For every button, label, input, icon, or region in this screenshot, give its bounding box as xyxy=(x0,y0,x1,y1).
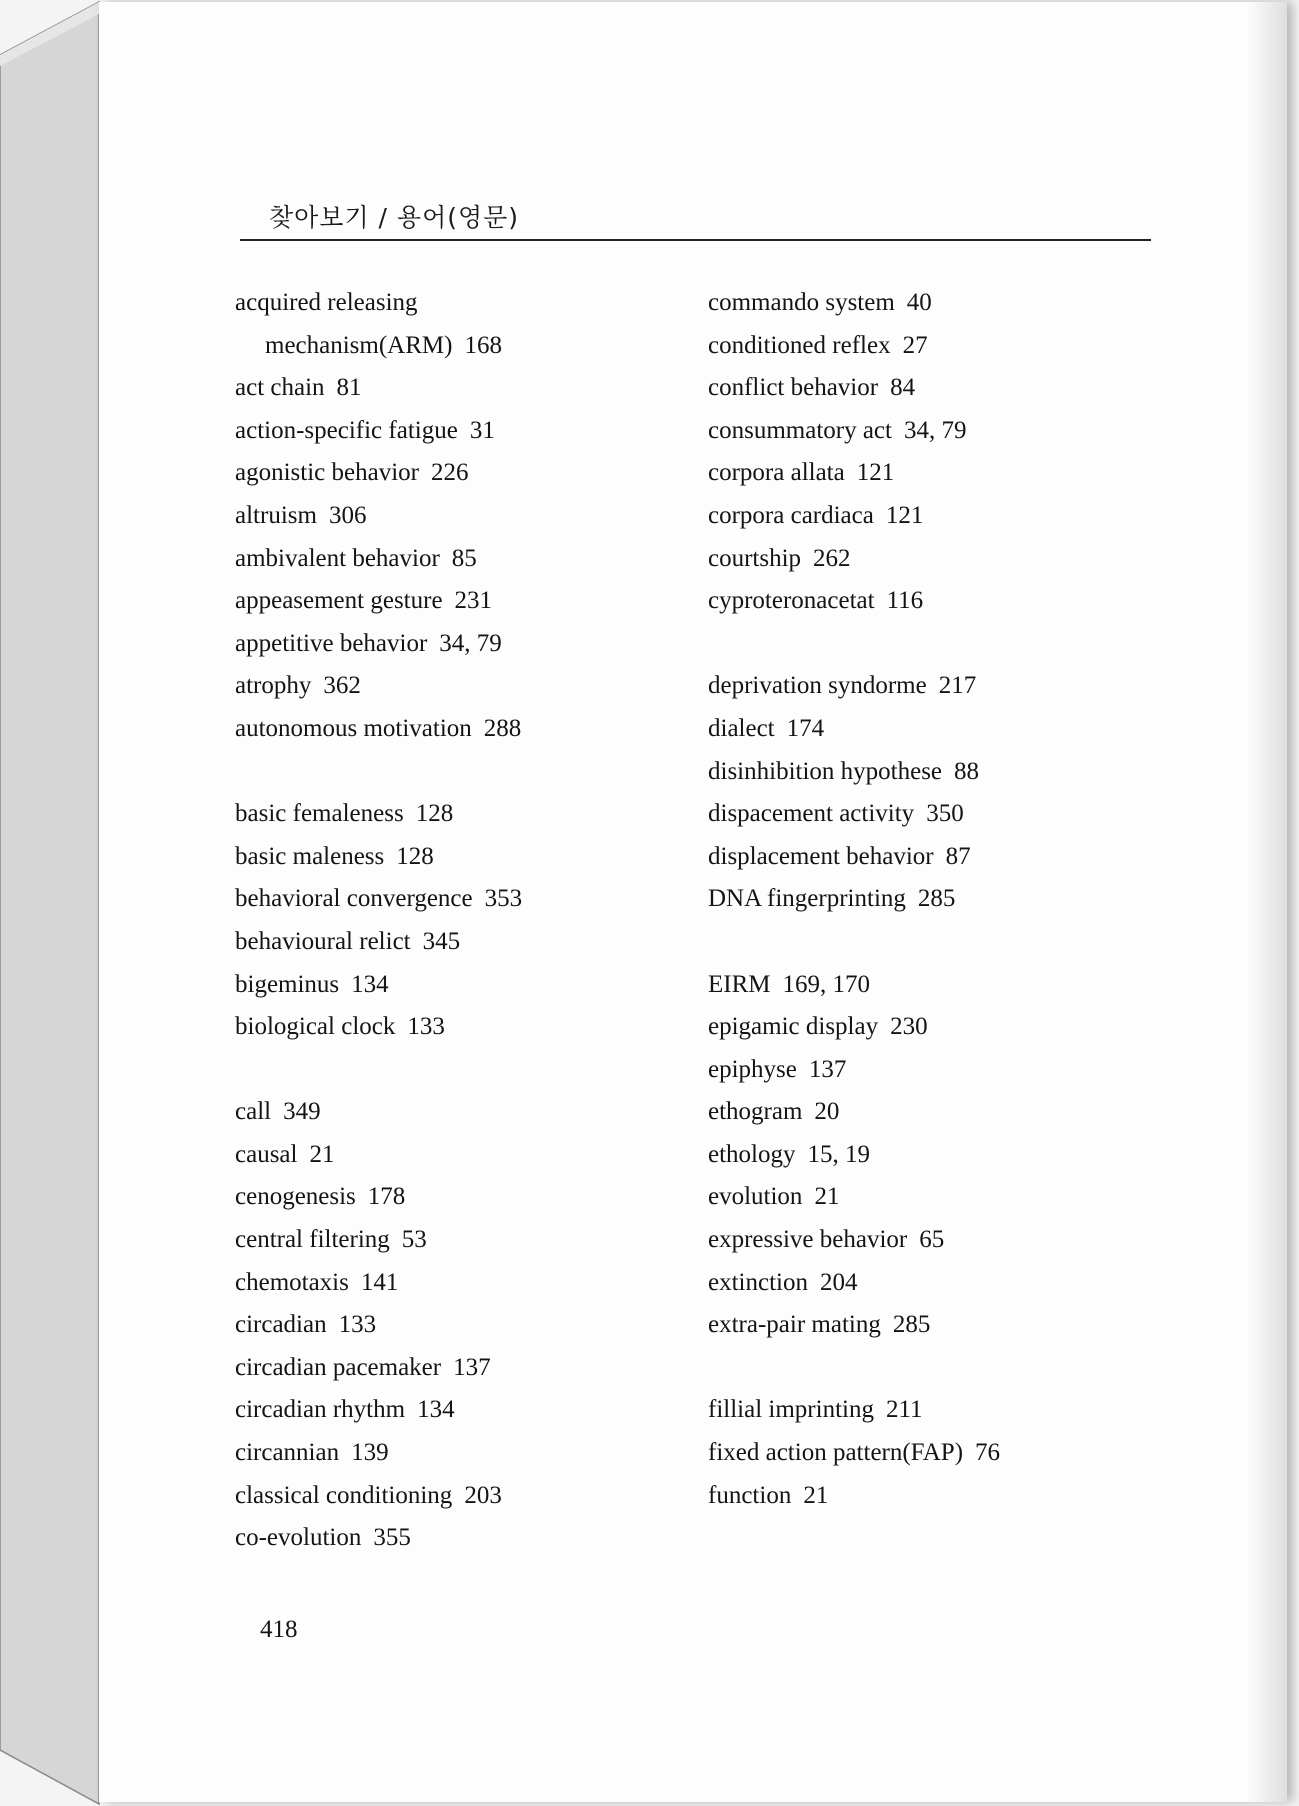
index-entry xyxy=(708,751,1178,794)
index-page-ref: 137 xyxy=(453,1353,491,1381)
index-page-ref: 230 xyxy=(890,1013,928,1041)
index-entry xyxy=(708,282,1178,325)
index-entry xyxy=(235,282,705,325)
index-page-ref: 306 xyxy=(328,501,367,529)
index-page-ref: 141 xyxy=(360,1268,399,1296)
index-page-ref: 27 xyxy=(902,331,928,359)
index-term: classical conditioning xyxy=(235,1481,453,1509)
index-term: fillial imprinting xyxy=(708,1396,874,1424)
index-term: dispacement activity xyxy=(708,800,915,828)
index-entry xyxy=(235,1262,705,1305)
index-page-ref: 20 xyxy=(814,1098,840,1126)
book-page xyxy=(99,2,1287,1802)
index-entry xyxy=(235,964,705,1007)
index-term: co-evolution xyxy=(235,1524,362,1552)
index-term: atrophy xyxy=(235,672,312,700)
index-term: act chain xyxy=(235,374,325,402)
index-entry xyxy=(235,325,705,368)
index-term: cenogenesis xyxy=(235,1183,356,1211)
index-page-ref: 53 xyxy=(401,1226,427,1254)
index-term: deprivation syndorme xyxy=(708,672,927,700)
index-term: call xyxy=(235,1098,272,1126)
section-gap xyxy=(708,921,1178,964)
index-entry xyxy=(708,878,1178,921)
index-entry xyxy=(235,367,705,410)
index-page-ref: 168 xyxy=(464,331,502,359)
index-entry xyxy=(235,1006,705,1049)
index-term: behavioural relict xyxy=(235,927,411,955)
index-page-ref: 84 xyxy=(890,374,916,402)
index-page-ref: 262 xyxy=(813,544,851,572)
index-page-ref: 204 xyxy=(819,1268,858,1296)
index-entry xyxy=(708,538,1178,581)
index-term: consummatory act xyxy=(708,416,892,444)
index-page-ref: 285 xyxy=(892,1311,931,1339)
index-term: acquired releasing xyxy=(235,289,418,316)
index-entry xyxy=(708,1176,1178,1219)
index-term: extinction xyxy=(708,1268,808,1296)
index-page-ref: 31 xyxy=(469,416,495,444)
index-term: DNA fingerprinting xyxy=(708,885,906,913)
index-page-ref: 121 xyxy=(856,459,895,487)
index-page-ref: 40 xyxy=(906,289,932,316)
index-term: appeasement gesture xyxy=(235,587,443,615)
index-entry xyxy=(708,452,1178,495)
index-entry xyxy=(235,1219,705,1262)
index-term: autonomous motivation xyxy=(235,714,472,742)
index-page-ref: 288 xyxy=(483,714,522,742)
index-page-ref: 128 xyxy=(396,842,434,870)
index-entry xyxy=(708,665,1178,708)
index-entry xyxy=(708,1091,1178,1134)
index-term: behavioral convergence xyxy=(235,885,473,913)
index-term: conflict behavior xyxy=(708,374,879,402)
index-entry xyxy=(235,878,705,921)
index-entry xyxy=(235,1432,705,1475)
index-page-ref: 285 xyxy=(917,885,956,913)
index-page-ref: 133 xyxy=(338,1311,377,1339)
index-term: commando system xyxy=(708,289,895,316)
index-page-ref: 217 xyxy=(938,672,977,700)
index-term: agonistic behavior xyxy=(235,459,419,487)
index-entry xyxy=(708,1389,1178,1432)
index-entry xyxy=(235,1176,705,1219)
index-entry xyxy=(235,452,705,495)
index-entry xyxy=(708,1219,1178,1262)
index-term: basic femaleness xyxy=(235,800,404,828)
index-term: extra-pair mating xyxy=(708,1311,881,1339)
index-term: displacement behavior xyxy=(708,842,934,870)
page-edge-shadow xyxy=(1247,2,1287,1802)
index-term: appetitive behavior xyxy=(235,629,428,657)
index-entry xyxy=(235,1347,705,1390)
index-page-ref: 169, 170 xyxy=(782,970,870,998)
index-page-ref: 134 xyxy=(417,1396,455,1424)
header-rule xyxy=(240,239,1151,241)
index-entry xyxy=(708,410,1178,453)
index-page-ref: 350 xyxy=(926,800,964,828)
index-entry xyxy=(708,1475,1178,1518)
index-page-ref: 34, 79 xyxy=(439,629,502,657)
index-term: corpora allata xyxy=(708,459,845,487)
index-page-ref: 21 xyxy=(309,1140,335,1168)
index-page-ref: 362 xyxy=(323,672,361,700)
index-entry xyxy=(235,1091,705,1134)
page-number: 418 xyxy=(260,1616,298,1643)
index-entry xyxy=(708,1006,1178,1049)
index-entry xyxy=(708,580,1178,623)
index-entry xyxy=(235,410,705,453)
index-entry xyxy=(235,1134,705,1177)
index-page-ref: 128 xyxy=(415,800,454,828)
index-entry xyxy=(235,921,705,964)
index-term: corpora cardiaca xyxy=(708,501,874,529)
index-page-ref: 15, 19 xyxy=(807,1140,870,1168)
index-term: expressive behavior xyxy=(708,1226,908,1254)
index-term: basic maleness xyxy=(235,842,385,870)
index-term: evolution xyxy=(708,1183,803,1211)
index-entry xyxy=(235,1475,705,1518)
index-entry xyxy=(708,1262,1178,1305)
index-term: chemotaxis xyxy=(235,1268,349,1296)
index-entry xyxy=(708,1049,1178,1092)
index-entry xyxy=(708,836,1178,879)
index-term: conditioned reflex xyxy=(708,331,891,359)
index-page-ref: 133 xyxy=(407,1013,445,1041)
index-entry xyxy=(708,367,1178,410)
index-entry xyxy=(235,665,705,708)
index-page-ref: 21 xyxy=(814,1183,840,1211)
index-entry xyxy=(708,793,1178,836)
index-entry xyxy=(235,538,705,581)
index-term: circadian rhythm xyxy=(235,1396,406,1424)
index-page-ref: 34, 79 xyxy=(903,416,967,444)
index-page-ref: 226 xyxy=(430,459,469,487)
index-entry xyxy=(235,623,705,666)
index-page-ref: 203 xyxy=(464,1481,502,1509)
index-term: function xyxy=(708,1481,792,1509)
index-page-ref: 65 xyxy=(919,1226,945,1254)
index-page-ref: 116 xyxy=(886,587,924,615)
index-term: central filtering xyxy=(235,1226,390,1254)
index-page-ref: 76 xyxy=(975,1439,1001,1467)
index-page-ref: 345 xyxy=(422,927,461,955)
index-term: epigamic display xyxy=(708,1013,879,1041)
index-page-ref: 178 xyxy=(367,1183,406,1211)
index-page-ref: 121 xyxy=(885,501,924,529)
index-entry xyxy=(235,836,705,879)
index-term: ambivalent behavior xyxy=(235,544,440,572)
index-entry xyxy=(708,325,1178,368)
index-entry xyxy=(708,1432,1178,1475)
index-page-ref: 85 xyxy=(451,544,477,572)
index-page-ref: 137 xyxy=(808,1055,847,1083)
index-term: fixed action pattern(FAP) xyxy=(708,1439,964,1467)
index-term: EIRM xyxy=(708,970,771,998)
index-page-ref: 81 xyxy=(336,374,362,402)
index-entry xyxy=(708,495,1178,538)
index-page-ref: 174 xyxy=(786,714,825,742)
index-page-ref: 353 xyxy=(484,885,523,913)
index-entry xyxy=(235,793,705,836)
index-term: courtship xyxy=(708,544,802,572)
index-entry xyxy=(708,964,1178,1007)
index-entry xyxy=(708,708,1178,751)
index-term: biological clock xyxy=(235,1013,396,1041)
section-gap xyxy=(235,751,705,794)
index-page-ref: 139 xyxy=(351,1439,389,1467)
index-term: circadian xyxy=(235,1311,327,1339)
index-term: ethogram xyxy=(708,1098,803,1126)
index-page-ref: 355 xyxy=(373,1524,411,1552)
page-header-title: 찾아보기 / 용어(영문) xyxy=(269,203,520,232)
index-page-ref: 87 xyxy=(945,842,971,870)
index-page-ref: 349 xyxy=(283,1098,321,1126)
index-term: disinhibition hypothese xyxy=(708,757,943,785)
index-term: bigeminus xyxy=(235,970,340,998)
index-page-ref: 21 xyxy=(803,1481,829,1509)
index-entry xyxy=(235,1389,705,1432)
index-entry xyxy=(235,1304,705,1347)
index-column-left xyxy=(235,282,705,1560)
index-page-ref: 211 xyxy=(885,1396,923,1424)
section-gap xyxy=(708,623,1178,666)
index-term: epiphyse xyxy=(708,1055,797,1083)
index-term: cyproteronacetat xyxy=(708,587,875,615)
section-gap xyxy=(235,1049,705,1092)
index-entry xyxy=(708,1134,1178,1177)
index-entry xyxy=(235,495,705,538)
index-page-ref: 88 xyxy=(954,757,980,785)
index-column-right xyxy=(708,282,1178,1517)
index-term: mechanism(ARM) xyxy=(265,331,453,359)
index-term: ethology xyxy=(708,1140,796,1168)
index-page-ref: 134 xyxy=(351,970,389,998)
index-term: altruism xyxy=(235,501,317,529)
index-entry xyxy=(235,708,705,751)
index-entry xyxy=(235,1517,705,1560)
section-gap xyxy=(708,1347,1178,1390)
index-page-ref: 231 xyxy=(454,587,493,615)
index-term: action-specific fatigue xyxy=(235,416,458,444)
index-term: circannian xyxy=(235,1439,340,1467)
index-term: circadian pacemaker xyxy=(235,1353,442,1381)
index-entry xyxy=(708,1304,1178,1347)
index-entry xyxy=(235,580,705,623)
index-term: dialect xyxy=(708,714,775,742)
index-term: causal xyxy=(235,1140,298,1168)
